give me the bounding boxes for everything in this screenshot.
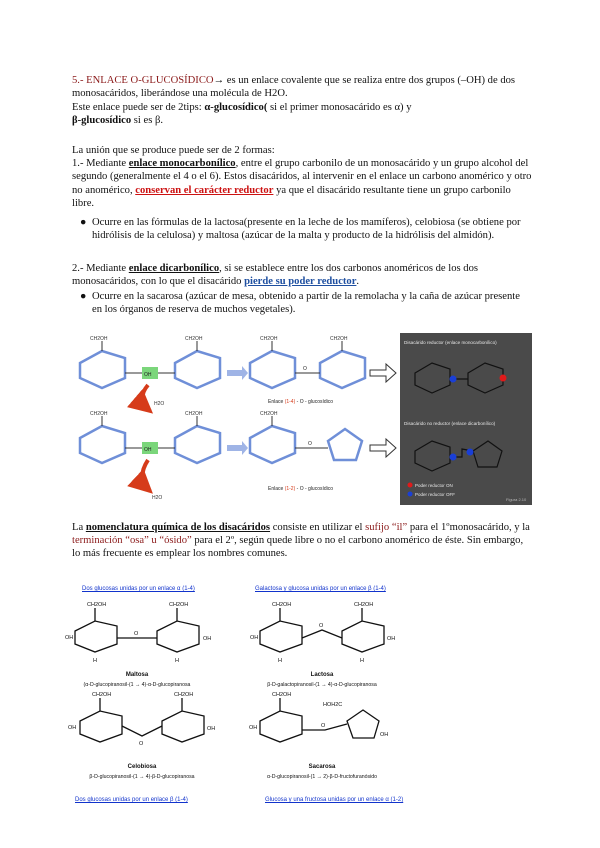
ch2oh-label: CH2OH: [354, 602, 374, 608]
reducer-off-dot: [467, 449, 474, 456]
nom-d: para el 2º, según quede libre o no el carbono anomérico de éste. Sin embargo, lo más frecuente es emplear los nombres comunes.: [72, 535, 524, 560]
bullet-sacarosa: [80, 290, 532, 317]
ch2oh-label: CH2OH: [272, 692, 292, 698]
bullet-dot: ●: [80, 291, 87, 302]
types-lead: Este enlace puede ser de 2tips:: [72, 102, 205, 113]
figure-number: Figura 2.10: [506, 497, 527, 502]
reducer-panel: [400, 333, 532, 505]
caption-celobiosa-link[interactable]: Dos glucosas unidas por un enlace β (1-4): [75, 797, 188, 803]
lactosa-name: Lactosa: [310, 672, 334, 678]
maltosa-structure: [75, 608, 199, 652]
bullet-lactosa-text: Ocurre en las fórmulas de la lactosa(presente en la leche de los mamíferos), celobiosa (se obtiene por hidrólisis de la celulosa) y maltosa (azúcar de la malta y producto de la hidrólisis del almidón).: [92, 217, 521, 242]
water-arrow: [142, 385, 150, 411]
ch2oh-label: CH2OH: [330, 336, 348, 342]
caption-sacarosa-link[interactable]: Glucosa y una fructosa unidas por un enlace α (1-2): [265, 797, 404, 803]
ch2oh-label: CH2OH: [260, 336, 278, 342]
ch2oh-label: CH2OH: [174, 692, 194, 698]
lactosa-structure: [260, 608, 384, 652]
o-label: O: [134, 631, 139, 637]
monosaccharide-ring: [80, 426, 362, 463]
o-label: O: [319, 623, 324, 629]
water-label: H2O: [154, 401, 165, 407]
p2-end: .: [356, 276, 360, 288]
celobiosa-iupac: β-D-glucopiranosil-(1 → 4)-β-D-glucopiranosa: [89, 774, 195, 780]
oh-label: OH: [144, 447, 152, 453]
legend-off-dot: [408, 492, 413, 497]
disaccharide-structures: [65, 596, 415, 796]
result-arrow: [370, 364, 396, 382]
celobiosa-name: Celobiosa: [127, 764, 157, 770]
water-label: H2O: [152, 495, 163, 501]
alpha-desc: si el primer monosacárido es α) y: [267, 102, 412, 113]
reducer-off-dot: [450, 376, 457, 383]
oh-label: OH: [207, 726, 216, 732]
nom-b: consiste en utilizar el: [270, 522, 366, 533]
ch2oh-label: CH2OH: [185, 411, 203, 417]
enlace-1-2: Enlace (1-2) - O - glucosídico: [268, 486, 334, 492]
oh-label: OH: [65, 635, 74, 641]
panel-title-no-reductor: Disacárido no reductor (enlace dicarbonílico): [404, 421, 496, 426]
arrow-glyph: →: [213, 75, 225, 86]
legend-on-dot: [408, 483, 413, 488]
h-label: H: [93, 658, 97, 664]
ch2oh-label: CH2OH: [185, 336, 203, 342]
monosaccharide-ring: [80, 351, 365, 388]
ch2oh-label: CH2OH: [260, 411, 278, 417]
enlace-1-4: Enlace (1-4) - O - glucosídico: [268, 399, 334, 405]
celobiosa-structure: [80, 698, 204, 742]
p1-end: ya que el disacárido resultante tiene un grupo carbonilo libre.: [72, 184, 511, 210]
nomenclature-paragraph: [72, 521, 532, 561]
ending-osa: terminación “osa” u “ósido”: [72, 535, 192, 547]
suffix-il: sufijo “il”: [365, 522, 408, 533]
nom-c: para el 1ºmonosacárido, y la: [407, 522, 530, 533]
ch2oh-label: CH2OH: [90, 411, 108, 417]
types-paragraph: [72, 101, 532, 128]
section-title: 5.- ENLACE O-GLUCOSÍDICO: [72, 75, 214, 86]
reducer-off-dot: [450, 454, 457, 461]
lactosa-iupac: β-D-galactopiranosil-(1 → 4)-α-D-glucopiranosa: [267, 682, 377, 688]
ch2oh-label: CH2OH: [87, 602, 107, 608]
beta-desc: si es β.: [131, 115, 164, 127]
panel-title-reductor: Disacárido reductor (enlace monocarbonílico): [404, 340, 497, 345]
ch2oh-label: CH2OH: [90, 336, 108, 342]
oh-label: OH: [203, 636, 212, 642]
o-label: O: [321, 723, 326, 729]
bullet-lactosa: [80, 216, 532, 243]
dicarbonilico-term: enlace dicarbonílico: [128, 263, 220, 274]
p1-start: 1.- Mediante: [72, 158, 129, 169]
p2-start: 2.- Mediante: [72, 263, 129, 274]
ch2oh-label: CH2OH: [272, 602, 292, 608]
bullet-sacarosa-text: Ocurre en la sacarosa (azúcar de mesa, obtenido a partir de la remolacha y la caña de azúcar presente en los órganos de reserva de muchos vegetales).: [92, 291, 520, 316]
oh-label: OH: [250, 635, 259, 641]
conservan-reductor: conservan el carácter reductor: [135, 184, 274, 196]
reaction-arrow: [227, 441, 248, 455]
ch2oh-label: CH2OH: [169, 602, 189, 608]
h-label: H: [175, 658, 179, 664]
oh-label: OH: [144, 372, 152, 378]
water-arrow: [142, 460, 150, 491]
reaction-arrow: [227, 366, 248, 380]
oh-label: OH: [68, 725, 77, 731]
nomenclature-term: nomenclatura química de los disacáridos: [85, 522, 271, 533]
h-label: H: [278, 658, 282, 664]
beta-term: β-glucosídico: [72, 115, 132, 127]
o-label: O: [308, 441, 312, 447]
legend-on: Poder reductor ON: [415, 483, 453, 488]
intro-text: es un enlace covalente que se realiza entre dos grupos (–OH) de dos monosacáridos, liberándose una molécula de H2O.: [72, 75, 516, 100]
glycosidic-bond-figure: [70, 333, 532, 505]
oh-label: OH: [387, 636, 396, 642]
bullet-dot: ●: [80, 217, 87, 228]
monocarbonilico-term: enlace monocarbonílico: [128, 158, 236, 169]
oh-label: OH: [380, 732, 389, 738]
p2-body: , si se establece entre los dos carbonos anoméricos de los dos monosacáridos, con lo que el disacárido: [72, 263, 479, 288]
o-label: O: [303, 366, 307, 372]
intro-paragraph: [72, 74, 532, 101]
hoh2c-label: HOH2C: [323, 702, 343, 708]
ch2oh-label: CH2OH: [92, 692, 112, 698]
reducer-on-dot: [500, 375, 507, 382]
result-arrow: [370, 439, 396, 457]
caption-maltosa-link[interactable]: Dos glucosas unidas por un enlace α (1-4): [82, 586, 195, 592]
sacarosa-iupac: α-D-glucopiranosil-(1 → 2)-β-D-fructofuranósido: [266, 774, 378, 780]
oh-label: OH: [249, 725, 258, 731]
bond-lines: [102, 341, 342, 448]
union-lead: La unión que se produce puede ser de 2 formas:: [72, 145, 275, 156]
p1-body: , entre el grupo carbonilo de un monosacárido y un grupo alcohol del segundo (generalmente el 4 o el 6). Estos disacáridos, al intervenir en el enlace un carbono anomérico y otro no anomérico,: [72, 158, 532, 196]
sacarosa-structure: [260, 698, 379, 742]
h-label: H: [360, 658, 364, 664]
maltosa-iupac: (α-D-glucopiranosil-(1 → 4)-α-D-glucopiranosa: [83, 682, 191, 688]
legend-off: Poder reductor OFF: [415, 492, 456, 497]
nom-a: La: [72, 522, 86, 533]
o-label: O: [139, 741, 144, 747]
alpha-term: α-glucosídico(: [204, 102, 268, 113]
sacarosa-name: Sacarosa: [308, 764, 336, 770]
caption-lactosa-link[interactable]: Galactosa y glucosa unidas por un enlace β (1-4): [255, 586, 386, 592]
union-p1: [72, 157, 532, 211]
pierde-reductor: pierde su poder reductor: [244, 276, 357, 288]
union-p2: [72, 262, 532, 289]
maltosa-name: Maltosa: [125, 672, 149, 678]
